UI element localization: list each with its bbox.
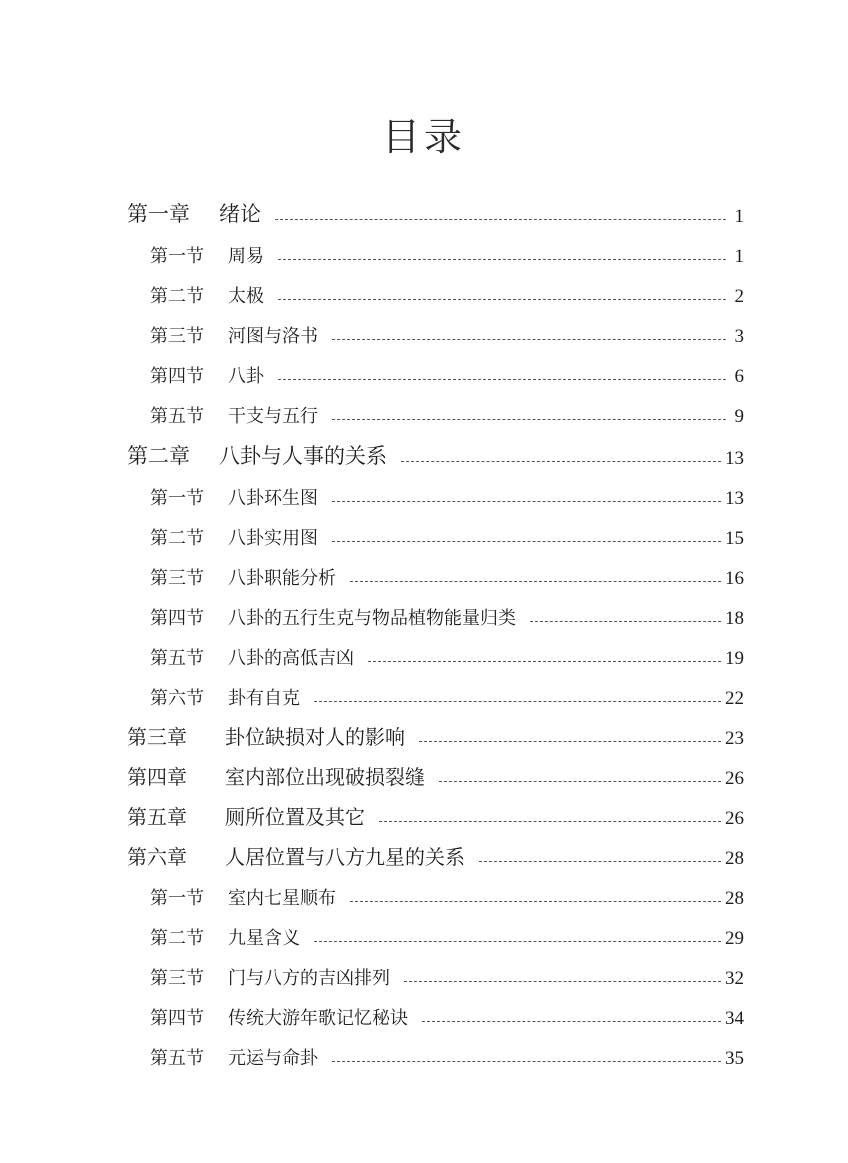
toc-leader-dashes bbox=[479, 860, 721, 862]
toc-entry-label: 第六节 bbox=[150, 688, 204, 709]
toc-entry-title: 厕所位置及其它 bbox=[225, 805, 365, 829]
toc-entry-page: 1 bbox=[734, 206, 744, 227]
toc-leader-dashes bbox=[368, 660, 721, 662]
toc-entry-page: 9 bbox=[734, 406, 744, 427]
toc-entry-label: 第五章 bbox=[127, 805, 187, 829]
toc-entry bbox=[150, 600, 744, 630]
toc-entry-label: 第四节 bbox=[150, 608, 204, 629]
toc-entry-title: 八卦的五行生克与物品植物能量归类 bbox=[228, 608, 516, 629]
toc-entry-title: 传统大游年歌记忆秘诀 bbox=[228, 1008, 408, 1029]
toc-entry bbox=[150, 520, 744, 550]
toc-entry-page: 35 bbox=[725, 1048, 744, 1069]
toc-entry bbox=[127, 840, 744, 870]
toc-entry-page: 18 bbox=[725, 608, 744, 629]
toc-leader-dashes bbox=[278, 378, 726, 380]
toc-entry-title: 太极 bbox=[228, 286, 264, 307]
toc-entry-page: 23 bbox=[725, 728, 744, 749]
toc-entry-label: 第五节 bbox=[150, 648, 204, 669]
toc-entry-title: 室内部位出现破损裂缝 bbox=[225, 765, 425, 789]
toc-entry-title: 九星含义 bbox=[228, 928, 300, 949]
toc-entry-label: 第二章 bbox=[127, 444, 190, 468]
toc-entry-label: 第三节 bbox=[150, 968, 204, 989]
toc-entry-label: 第四章 bbox=[127, 765, 187, 789]
toc-entry-label: 第一节 bbox=[150, 246, 204, 267]
toc-entry bbox=[127, 720, 744, 750]
toc-entry bbox=[150, 318, 744, 348]
toc-entry-page: 16 bbox=[725, 568, 744, 589]
toc-entry-title: 人居位置与八方九星的关系 bbox=[225, 845, 465, 869]
toc-entry bbox=[150, 560, 744, 590]
toc-entry-label: 第五节 bbox=[150, 406, 204, 427]
toc-leader-dashes bbox=[314, 940, 721, 942]
toc-leader-dashes bbox=[275, 218, 726, 220]
toc-entry bbox=[127, 440, 744, 470]
toc-entry-title: 八卦实用图 bbox=[228, 528, 318, 549]
toc-entry-page: 29 bbox=[725, 928, 744, 949]
toc-entry bbox=[150, 680, 744, 710]
toc-entry-page: 22 bbox=[725, 688, 744, 709]
toc-entry-title: 八卦职能分析 bbox=[228, 568, 336, 589]
toc-entry-title: 卦有自克 bbox=[228, 688, 300, 709]
toc-entry-page: 15 bbox=[725, 528, 744, 549]
toc-entry bbox=[150, 1000, 744, 1030]
toc-leader-dashes bbox=[439, 780, 721, 782]
toc-entry-label: 第六章 bbox=[127, 845, 187, 869]
toc-entry bbox=[150, 398, 744, 428]
toc-leader-dashes bbox=[332, 338, 726, 340]
toc-entry-page: 32 bbox=[725, 968, 744, 989]
toc-leader-dashes bbox=[401, 460, 721, 462]
toc-entry-page: 1 bbox=[734, 246, 744, 267]
toc-entry-label: 第三章 bbox=[127, 725, 187, 749]
toc-entry-page: 13 bbox=[725, 488, 744, 509]
toc-entry bbox=[150, 1040, 744, 1070]
toc-leader-dashes bbox=[350, 580, 721, 582]
page-title: 目录 bbox=[381, 115, 466, 159]
toc-leader-dashes bbox=[530, 620, 721, 622]
toc-entry bbox=[150, 480, 744, 510]
toc-entry-label: 第三节 bbox=[150, 326, 204, 347]
toc-entry-page: 3 bbox=[734, 326, 744, 347]
toc-entry-title: 河图与洛书 bbox=[228, 326, 318, 347]
toc-leader-dashes bbox=[332, 540, 721, 542]
toc-entry-title: 八卦环生图 bbox=[228, 488, 318, 509]
toc-leader-dashes bbox=[422, 1020, 721, 1022]
toc-entry-title: 门与八方的吉凶排列 bbox=[228, 968, 390, 989]
toc-entry-label: 第四节 bbox=[150, 1008, 204, 1029]
toc-entry-title: 八卦 bbox=[228, 366, 264, 387]
toc-entry-label: 第四节 bbox=[150, 366, 204, 387]
toc-entry-page: 26 bbox=[725, 768, 744, 789]
toc-entry bbox=[150, 278, 744, 308]
toc-entry bbox=[150, 960, 744, 990]
toc-entry-page: 26 bbox=[725, 808, 744, 829]
toc-entry-title: 元运与命卦 bbox=[228, 1048, 318, 1069]
toc-entry-title: 卦位缺损对人的影响 bbox=[225, 725, 405, 749]
toc-entry-page: 28 bbox=[725, 888, 744, 909]
toc-entry-page: 28 bbox=[725, 848, 744, 869]
toc-entry-label: 第一节 bbox=[150, 488, 204, 509]
toc-leader-dashes bbox=[404, 980, 721, 982]
toc-leader-dashes bbox=[332, 418, 726, 420]
toc-entry-label: 第三节 bbox=[150, 568, 204, 589]
toc-leader-dashes bbox=[332, 500, 721, 502]
toc-leader-dashes bbox=[278, 298, 726, 300]
toc-entry-label: 第一章 bbox=[127, 202, 190, 226]
toc-leader-dashes bbox=[419, 740, 721, 742]
toc-entry-title: 绪论 bbox=[219, 202, 261, 226]
toc-entry-label: 第一节 bbox=[150, 888, 204, 909]
toc-leader-dashes bbox=[332, 1060, 721, 1062]
toc-entry bbox=[150, 358, 744, 388]
toc-leader-dashes bbox=[314, 700, 721, 702]
toc-entry-page: 6 bbox=[734, 366, 744, 387]
toc-entry bbox=[150, 880, 744, 910]
toc-entry-title: 室内七星顺布 bbox=[228, 888, 336, 909]
toc-entry-page: 13 bbox=[725, 448, 744, 469]
toc-entry bbox=[150, 640, 744, 670]
toc-entry-title: 八卦与人事的关系 bbox=[219, 444, 387, 468]
toc-entry bbox=[127, 800, 744, 830]
toc-entry-page: 19 bbox=[725, 648, 744, 669]
toc-entry-label: 第五节 bbox=[150, 1048, 204, 1069]
toc-entry-title: 八卦的高低吉凶 bbox=[228, 648, 354, 669]
toc-entry bbox=[127, 760, 744, 790]
toc-entry-page: 34 bbox=[725, 1008, 744, 1029]
toc-entry-label: 第二节 bbox=[150, 928, 204, 949]
toc-entry bbox=[150, 238, 744, 268]
toc-entry-title: 周易 bbox=[228, 246, 264, 267]
toc-entry bbox=[127, 198, 744, 228]
toc-leader-dashes bbox=[278, 258, 726, 260]
toc-leader-dashes bbox=[379, 820, 721, 822]
toc-entry-title: 干支与五行 bbox=[228, 406, 318, 427]
toc-entry bbox=[150, 920, 744, 950]
toc-entry-label: 第二节 bbox=[150, 286, 204, 307]
toc-entry-label: 第二节 bbox=[150, 528, 204, 549]
toc-entry-page: 2 bbox=[734, 286, 744, 307]
toc-leader-dashes bbox=[350, 900, 721, 902]
